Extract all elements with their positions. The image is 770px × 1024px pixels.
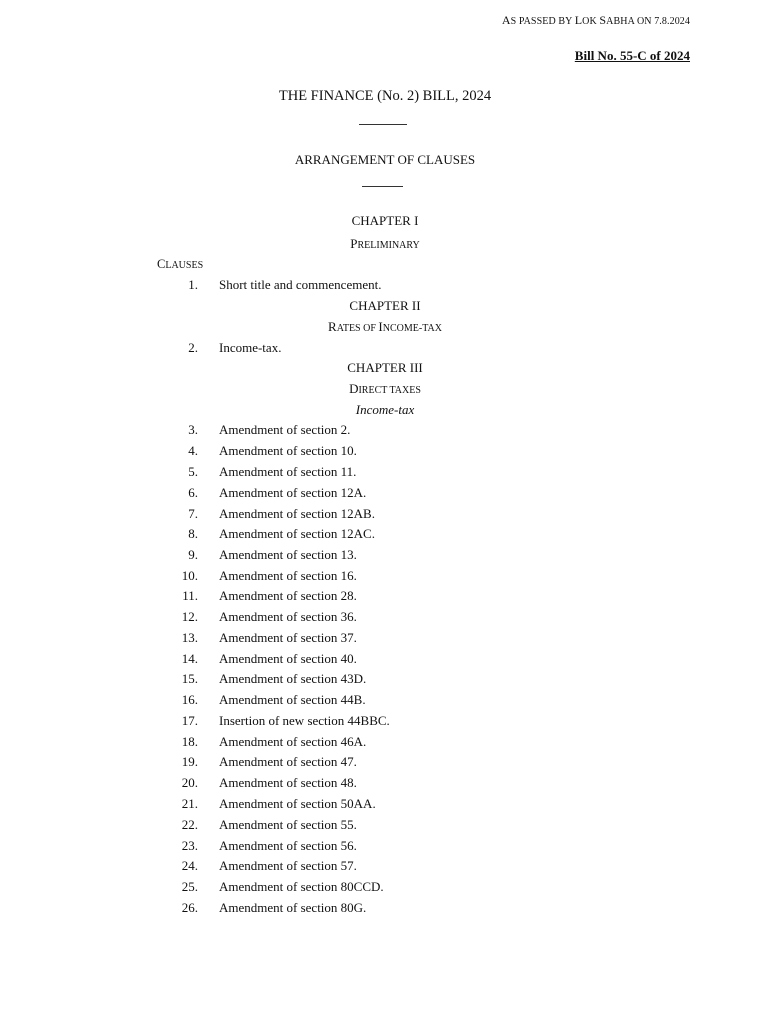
clause-number: 26. [181, 900, 198, 915]
passed-note-part-2: OK [582, 16, 600, 27]
clause-number: 4. [188, 443, 198, 458]
clause-number: 1. [188, 277, 198, 292]
clause-number: 23. [181, 838, 198, 853]
clause-number: 25. [181, 879, 198, 894]
chapter-3-subtitle-rest: IRECT TAXES [358, 385, 421, 396]
clause-number: 11. [182, 588, 198, 603]
chapter-1-subtitle [0, 236, 770, 252]
clause-text: Amendment of section 2. [219, 422, 351, 437]
passed-note-initial-a: A [501, 13, 511, 27]
clause-number: 3. [188, 422, 198, 437]
clause-text: Amendment of section 44B. [219, 692, 366, 707]
clause-text: Amendment of section 12A. [219, 485, 367, 500]
chapter-1-title: CHAPTER I [351, 213, 419, 228]
passed-by-lok-sabha-note [502, 13, 690, 28]
clause-number: 6. [188, 485, 198, 500]
clause-number: 17. [181, 713, 198, 728]
clause-text: Amendment of section 16. [219, 568, 357, 583]
chapter-2-title: CHAPTER II [349, 298, 421, 313]
clause-number: 13. [181, 630, 198, 645]
clause-text: Amendment of section 55. [219, 817, 357, 832]
passed-note-part-1: S PASSED BY [510, 16, 575, 27]
clause-number: 18. [181, 734, 198, 749]
chapter-3-title: CHAPTER III [347, 360, 423, 375]
clauses-label [157, 257, 203, 272]
clause-number: 20. [181, 775, 198, 790]
clause-text: Amendment of section 40. [219, 651, 357, 666]
clause-text: Amendment of section 11. [219, 464, 357, 479]
clause-text: Amendment of section 80G. [219, 900, 367, 915]
chapter-2-subtitle-initial: R [328, 319, 337, 334]
clause-text: Income-tax. [219, 340, 282, 355]
chapter-2-subtitle-mid: ATES OF [336, 323, 379, 334]
clause-text: Amendment of section 28. [219, 588, 357, 603]
chapter-3-subtitle-initial: D [349, 381, 359, 396]
clause-text: Amendment of section 80CCD. [219, 879, 384, 894]
clause-number: 24. [181, 858, 198, 873]
clause-text: Amendment of section 48. [219, 775, 357, 790]
clause-text: Amendment of section 47. [219, 754, 357, 769]
clause-number: 10. [181, 568, 198, 583]
clause-number: 19. [181, 754, 198, 769]
clauses-label-rest: LAUSES [165, 260, 204, 271]
clause-number: 21. [181, 796, 198, 811]
arrangement-divider [362, 186, 403, 187]
chapter-3-subtitle [0, 381, 770, 397]
chapter-2-subtitle-rest: NCOME-TAX [382, 323, 442, 334]
clause-text: Amendment of section 12AC. [219, 526, 375, 541]
passed-note-initial-s: S [599, 13, 607, 27]
clause-text: Short title and commencement. [219, 277, 382, 292]
title-divider [359, 124, 407, 125]
clause-text: Amendment of section 13. [219, 547, 357, 562]
bill-number: Bill No. 55-C of 2024 [574, 48, 690, 63]
chapter-1-subtitle-rest: RELIMINARY [357, 240, 420, 251]
clauses-label-initial: C [157, 257, 166, 271]
clause-text: Amendment of section 12AB. [219, 506, 375, 521]
clause-number: 15. [181, 671, 198, 686]
bill-title: THE FINANCE (No. 2) BILL, 2024 [278, 88, 492, 104]
clause-text: Amendment of section 43D. [219, 671, 367, 686]
clause-number: 12. [181, 609, 198, 624]
clause-number: 16. [181, 692, 198, 707]
clause-text: Amendment of section 46A. [219, 734, 367, 749]
chapter-2-subtitle [0, 319, 770, 335]
clause-number: 7. [188, 506, 198, 521]
clause-text: Amendment of section 57. [219, 858, 357, 873]
passed-note-initial-l: L [574, 13, 583, 27]
clause-text: Amendment of section 10. [219, 443, 357, 458]
clause-text: Amendment of section 50AA. [219, 796, 376, 811]
clause-number: 22. [181, 817, 198, 832]
chapter-1-subtitle-initial: P [350, 236, 358, 251]
clause-number: 9. [188, 547, 198, 562]
clause-number: 5. [188, 464, 198, 479]
clause-number: 2. [188, 340, 198, 355]
clause-number: 8. [188, 526, 198, 541]
passed-note-part-3: ABHA ON 7.8.2024 [606, 16, 690, 27]
arrangement-heading: ARRANGEMENT OF CLAUSES [294, 152, 476, 167]
clause-number: 14. [181, 651, 198, 666]
clause-text: Insertion of new section 44BBC. [219, 713, 390, 728]
chapter-2-subtitle-initial-i: I [378, 319, 383, 334]
clause-text: Amendment of section 37. [219, 630, 357, 645]
clause-text: Amendment of section 56. [219, 838, 357, 853]
chapter-3-income-tax-heading: Income-tax [355, 402, 415, 417]
clause-text: Amendment of section 36. [219, 609, 357, 624]
